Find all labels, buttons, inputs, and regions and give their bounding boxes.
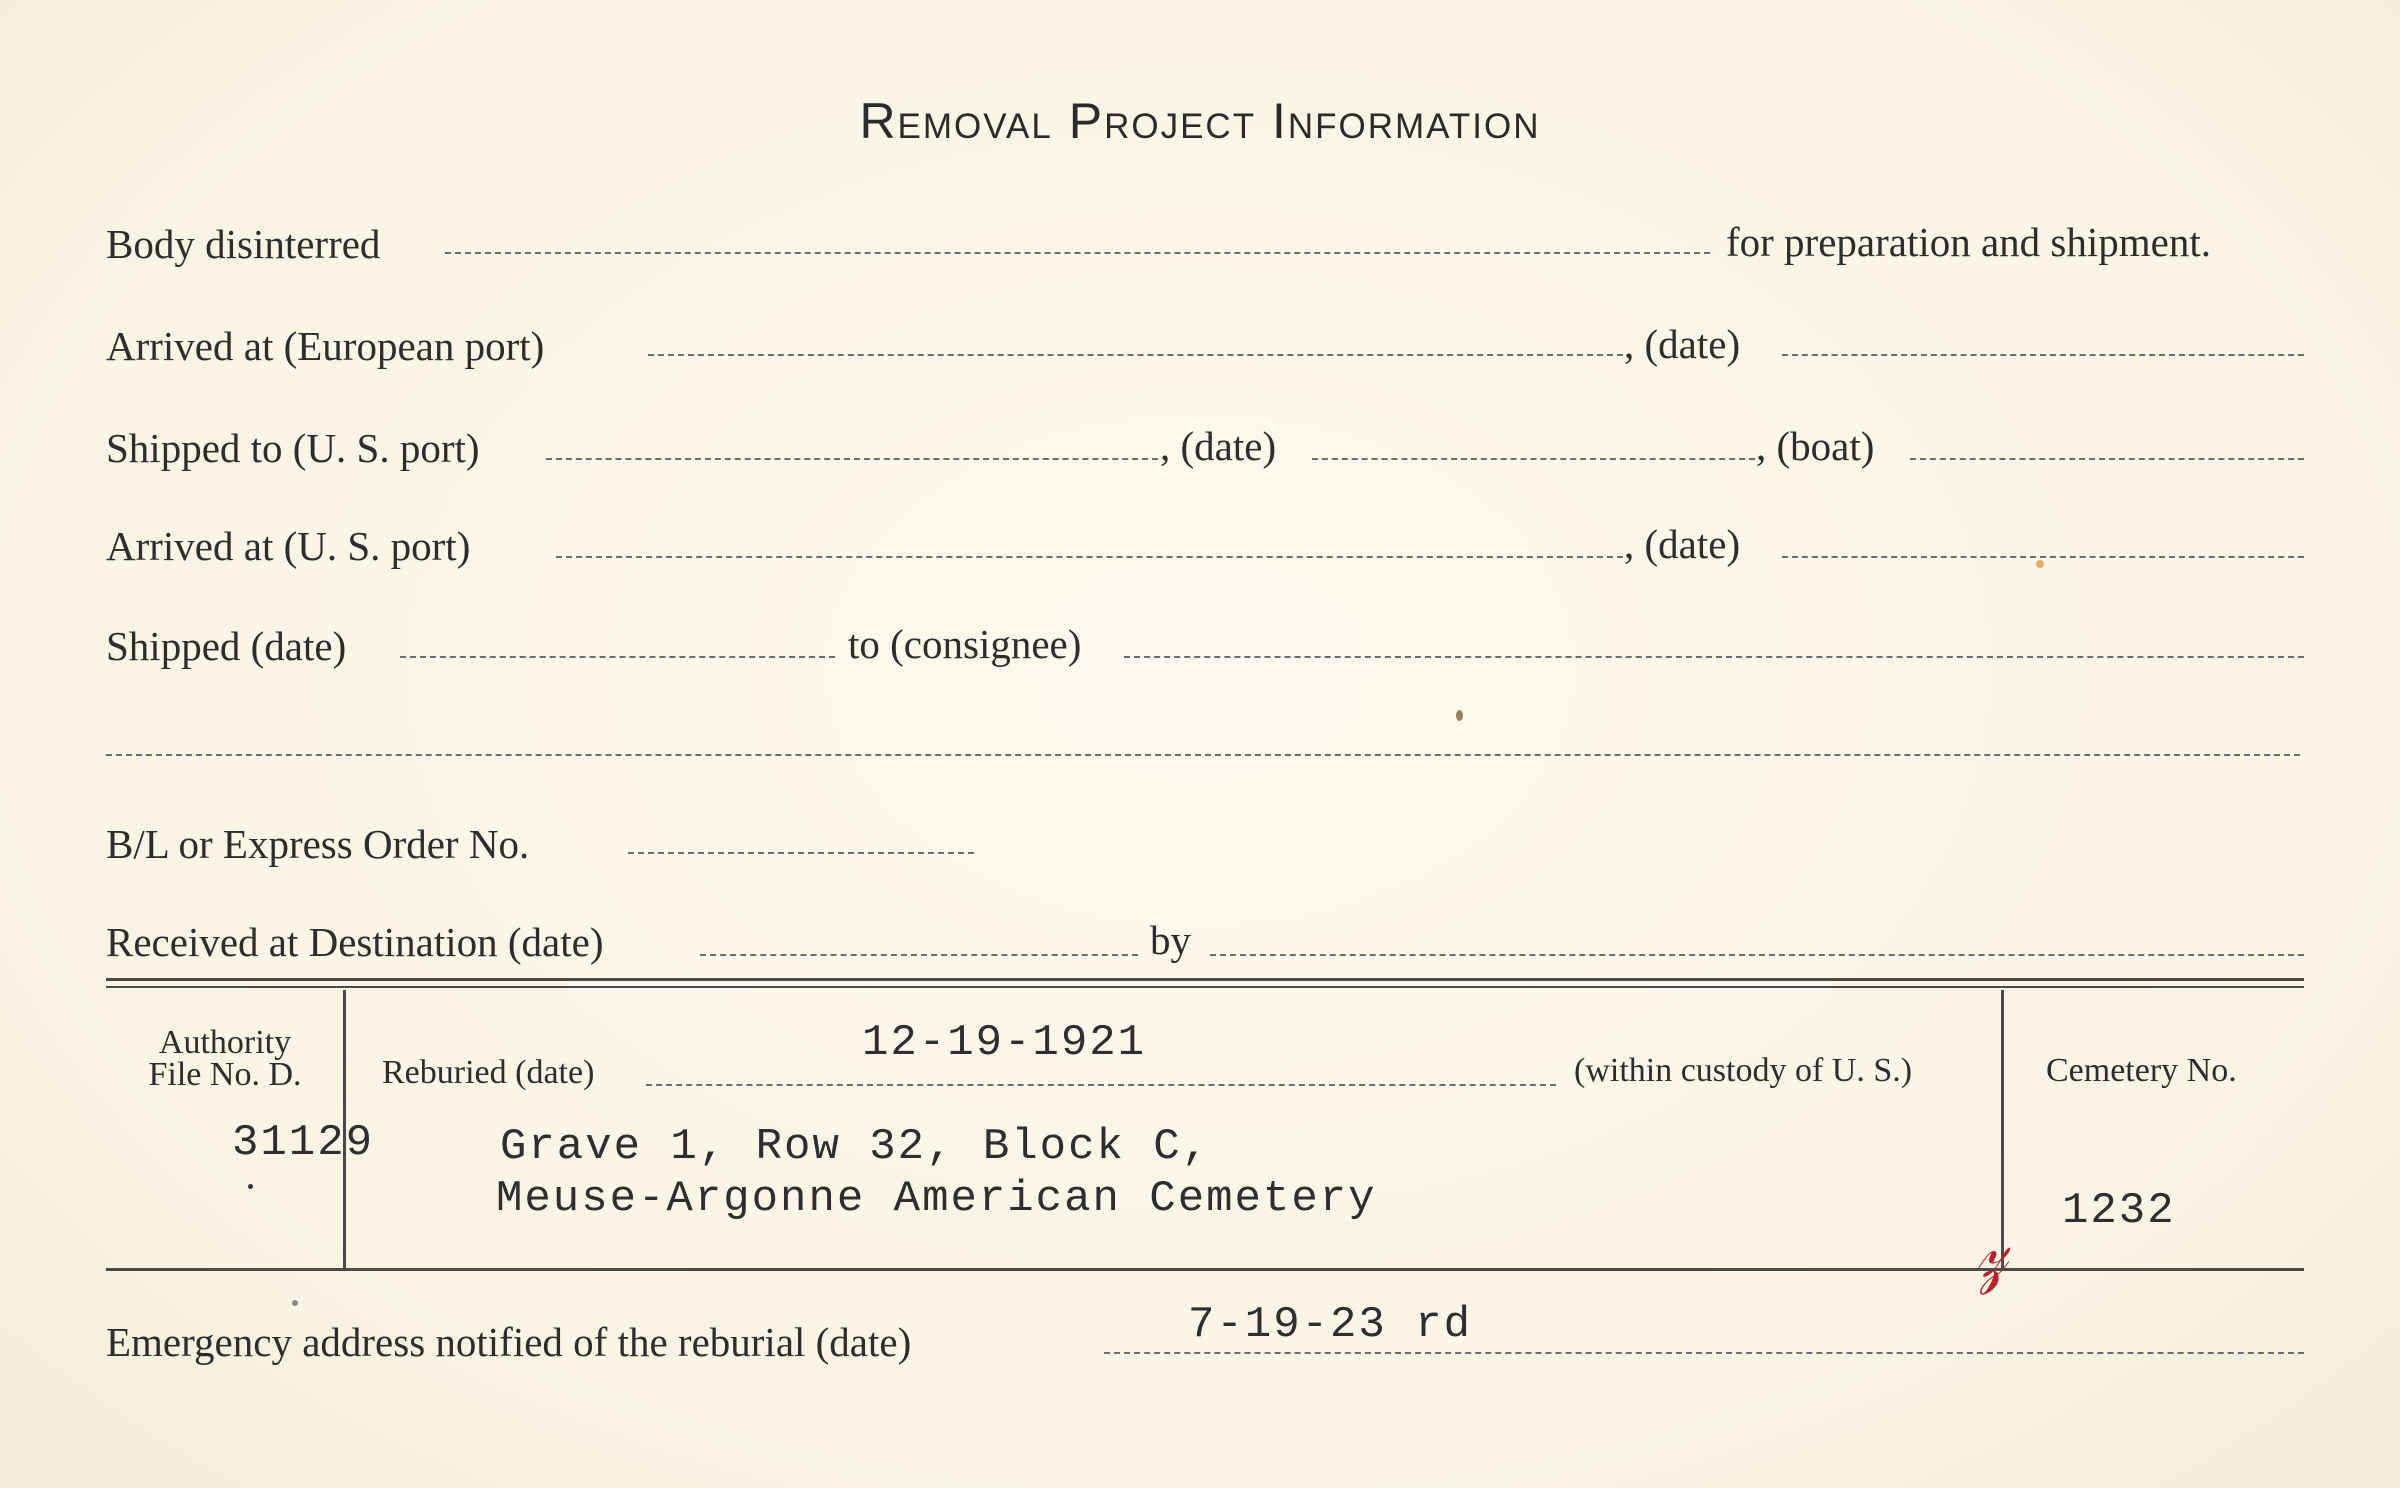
shipped-date-row-label: Shipped (date) xyxy=(106,623,347,669)
card-title: Removal Project Information xyxy=(859,93,1541,149)
grave-location-line-2: Meuse-Argonne American Cemetery xyxy=(496,1174,1377,1224)
bl-order-field xyxy=(628,852,974,854)
emergency-date-field xyxy=(1104,1352,2304,1354)
body-disinterred-label: Body disinterred xyxy=(106,221,381,267)
body-disinterred-field xyxy=(445,252,1710,254)
arrived-european-port-label: Arrived at (European port) xyxy=(106,323,545,369)
consignee-field xyxy=(1124,656,2304,658)
us-port-field xyxy=(546,458,1158,460)
european-date-label: , (date) xyxy=(1624,321,1741,367)
boat-label: , (boat) xyxy=(1756,423,1875,469)
authority-label: Authority xyxy=(158,1024,292,1061)
custody-label: (within custody of U. S.) xyxy=(1574,1052,1913,1089)
reburied-date-value: 12-19-1921 xyxy=(862,1018,1147,1068)
emergency-date-value: 7-19-23 rd xyxy=(1188,1300,1473,1350)
paper-speck xyxy=(292,1300,298,1306)
box-divider-right xyxy=(2001,990,2004,1268)
received-destination-label: Received at Destination (date) xyxy=(106,919,604,965)
by-label: by xyxy=(1150,917,1191,963)
red-check-mark: 𝓏 xyxy=(1963,1207,2014,1297)
file-no-value: 31129 xyxy=(232,1118,375,1168)
shipped-date-row-field xyxy=(400,656,835,658)
paper-speck xyxy=(248,1184,253,1189)
box-top-rule xyxy=(106,978,2304,981)
arrived-date-label: , (date) xyxy=(1624,521,1741,567)
arrived-us-port-field xyxy=(556,556,1623,558)
boat-field xyxy=(1910,458,2304,460)
shipped-to-us-port-label: Shipped to (U. S. port) xyxy=(106,425,480,471)
received-date-field xyxy=(700,954,1138,956)
grave-location-line-1: Grave 1, Row 32, Block C, xyxy=(500,1122,1211,1172)
consignee-label: to (consignee) xyxy=(848,621,1082,667)
shipped-date-field xyxy=(1312,458,1755,460)
reburied-label: Reburied (date) xyxy=(382,1054,595,1091)
bl-order-label: B/L or Express Order No. xyxy=(106,821,530,867)
emergency-address-label: Emergency address notified of the reburial (date) xyxy=(106,1319,912,1365)
box-top-rule-double xyxy=(106,986,2304,988)
european-port-field xyxy=(648,354,1623,356)
consignee-continuation-field xyxy=(106,754,2300,756)
european-date-field xyxy=(1782,354,2304,356)
cemetery-no-value: 1232 xyxy=(2062,1186,2176,1236)
cemetery-no-label: Cemetery No. xyxy=(2046,1052,2237,1089)
received-by-field xyxy=(1210,954,2304,956)
shipped-date-label: , (date) xyxy=(1160,423,1277,469)
file-no-label: File No. D. xyxy=(148,1056,302,1093)
reburied-date-field xyxy=(646,1084,1556,1086)
for-preparation-label: for preparation and shipment. xyxy=(1726,219,2212,265)
arrived-date-field xyxy=(1782,556,2304,558)
paper-speck xyxy=(2036,560,2044,568)
arrived-us-port-label: Arrived at (U. S. port) xyxy=(106,523,471,569)
paper-speck xyxy=(1456,710,1463,721)
